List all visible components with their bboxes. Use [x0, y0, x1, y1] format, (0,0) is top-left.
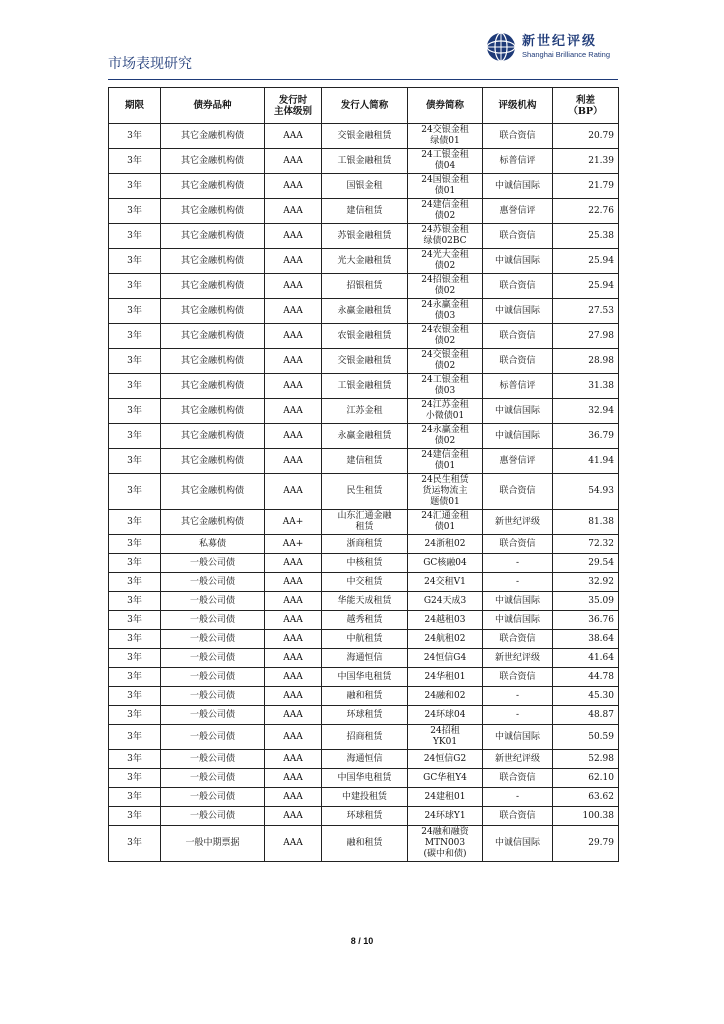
cell-spread: 27.98 [553, 324, 619, 349]
cell-term: 3年 [109, 124, 161, 149]
cell-rating-agency: 联合资信 [483, 807, 553, 826]
cell-issuer-name: 永赢金融租赁 [322, 299, 408, 324]
cell-spread: 32.94 [553, 399, 619, 424]
table-row [109, 174, 619, 199]
page-number: 8 / 10 [350, 936, 374, 946]
col-header-bond-name: 债券简称 [408, 88, 483, 124]
cell-rating-agency: 中诚信国际 [483, 725, 553, 750]
cell-spread: 28.98 [553, 349, 619, 374]
cell-bond-name: 24工银金租 债03 [408, 374, 483, 399]
table-row [109, 630, 619, 649]
cell-term: 3年 [109, 299, 161, 324]
cell-bond-type: 一般公司债 [161, 750, 265, 769]
cell-spread: 62.10 [553, 769, 619, 788]
cell-bond-type: 一般公司债 [161, 611, 265, 630]
cell-rating-agency: 联合资信 [483, 630, 553, 649]
cell-issuer-name: 农银金融租赁 [322, 324, 408, 349]
cell-bond-type: 其它金融机构债 [161, 274, 265, 299]
cell-bond-name: 24交租V1 [408, 573, 483, 592]
table-row [109, 399, 619, 424]
cell-issuer-name: 中航租赁 [322, 630, 408, 649]
table-row [109, 668, 619, 687]
cell-rating-agency: 中诚信国际 [483, 424, 553, 449]
cell-bond-name: 24永赢金租 债02 [408, 424, 483, 449]
cell-term: 3年 [109, 750, 161, 769]
cell-bond-type: 其它金融机构债 [161, 124, 265, 149]
col-header-bond-type: 债券品种 [161, 88, 265, 124]
table-row [109, 510, 619, 535]
cell-bond-type: 一般公司债 [161, 573, 265, 592]
cell-spread: 72.32 [553, 535, 619, 554]
cell-issuer-name: 光大金融租赁 [322, 249, 408, 274]
cell-spread: 63.62 [553, 788, 619, 807]
cell-bond-name: 24越租03 [408, 611, 483, 630]
cell-bond-type: 一般公司债 [161, 687, 265, 706]
table-row [109, 149, 619, 174]
cell-issuer-rating: AAA [265, 649, 322, 668]
table-row [109, 611, 619, 630]
cell-issuer-rating: AAA [265, 249, 322, 274]
cell-issuer-rating: AAA [265, 592, 322, 611]
cell-issuer-name: 交银金融租赁 [322, 349, 408, 374]
cell-issuer-name: 工银金融租赁 [322, 374, 408, 399]
cell-term: 3年 [109, 611, 161, 630]
cell-bond-name: 24苏银金租 绿债02BC [408, 224, 483, 249]
cell-bond-type: 一般中期票据 [161, 826, 265, 862]
cell-rating-agency: 新世纪评级 [483, 510, 553, 535]
table-row [109, 299, 619, 324]
cell-rating-agency: 中诚信国际 [483, 174, 553, 199]
cell-bond-name: 24招租 YK01 [408, 725, 483, 750]
cell-term: 3年 [109, 630, 161, 649]
globe-logo-icon [486, 32, 516, 62]
cell-issuer-name: 山东汇通金融 租赁 [322, 510, 408, 535]
cell-bond-type: 一般公司债 [161, 769, 265, 788]
cell-spread: 36.76 [553, 611, 619, 630]
cell-bond-type: 一般公司债 [161, 630, 265, 649]
cell-bond-name: 24国银金租 债01 [408, 174, 483, 199]
cell-term: 3年 [109, 788, 161, 807]
cell-issuer-name: 中国华电租赁 [322, 668, 408, 687]
table-row [109, 374, 619, 399]
cell-issuer-name: 融和租赁 [322, 826, 408, 862]
table-row [109, 750, 619, 769]
cell-bond-type: 其它金融机构债 [161, 324, 265, 349]
cell-bond-name: GC核融04 [408, 554, 483, 573]
table-row [109, 573, 619, 592]
cell-term: 3年 [109, 149, 161, 174]
cell-bond-type: 私募债 [161, 535, 265, 554]
cell-issuer-rating: AAA [265, 769, 322, 788]
cell-spread: 22.76 [553, 199, 619, 224]
cell-rating-agency: 联合资信 [483, 474, 553, 510]
cell-bond-name: 24建信金租 债01 [408, 449, 483, 474]
cell-bond-name: 24交银金租 债02 [408, 349, 483, 374]
cell-bond-name: 24恒信G4 [408, 649, 483, 668]
cell-spread: 45.30 [553, 687, 619, 706]
cell-issuer-name: 中交租赁 [322, 573, 408, 592]
cell-issuer-rating: AAA [265, 706, 322, 725]
cell-spread: 81.38 [553, 510, 619, 535]
spread-table [108, 87, 619, 862]
cell-spread: 50.59 [553, 725, 619, 750]
cell-term: 3年 [109, 424, 161, 449]
cell-spread: 52.98 [553, 750, 619, 769]
cell-issuer-rating: AAA [265, 424, 322, 449]
cell-term: 3年 [109, 174, 161, 199]
cell-issuer-name: 中建投租赁 [322, 788, 408, 807]
cell-issuer-rating: AA+ [265, 510, 322, 535]
cell-spread: 35.09 [553, 592, 619, 611]
cell-issuer-name: 招商租赁 [322, 725, 408, 750]
cell-term: 3年 [109, 449, 161, 474]
cell-term: 3年 [109, 687, 161, 706]
cell-term: 3年 [109, 535, 161, 554]
table-row [109, 199, 619, 224]
cell-bond-type: 一般公司债 [161, 668, 265, 687]
cell-term: 3年 [109, 474, 161, 510]
cell-rating-agency: - [483, 687, 553, 706]
cell-issuer-rating: AAA [265, 725, 322, 750]
logo-chinese-name: 新世纪评级 [522, 34, 598, 50]
table-row [109, 349, 619, 374]
table-body [109, 124, 619, 862]
table-row [109, 249, 619, 274]
cell-term: 3年 [109, 399, 161, 424]
table-row [109, 554, 619, 573]
cell-term: 3年 [109, 199, 161, 224]
cell-bond-type: 一般公司债 [161, 649, 265, 668]
cell-issuer-name: 越秀租赁 [322, 611, 408, 630]
cell-issuer-rating: AAA [265, 826, 322, 862]
cell-issuer-name: 民生租赁 [322, 474, 408, 510]
cell-bond-type: 其它金融机构债 [161, 349, 265, 374]
cell-issuer-rating: AAA [265, 474, 322, 510]
cell-rating-agency: 新世纪评级 [483, 750, 553, 769]
cell-issuer-name: 建信租赁 [322, 199, 408, 224]
table-row [109, 224, 619, 249]
cell-spread: 21.39 [553, 149, 619, 174]
cell-issuer-rating: AAA [265, 399, 322, 424]
cell-term: 3年 [109, 592, 161, 611]
cell-bond-type: 一般公司债 [161, 554, 265, 573]
cell-term: 3年 [109, 249, 161, 274]
cell-bond-type: 其它金融机构债 [161, 224, 265, 249]
cell-spread: 21.79 [553, 174, 619, 199]
table-row [109, 725, 619, 750]
cell-term: 3年 [109, 324, 161, 349]
cell-bond-name: 24建信金租 债02 [408, 199, 483, 224]
table-row [109, 535, 619, 554]
col-header-issuer-name: 发行人简称 [322, 88, 408, 124]
cell-issuer-rating: AAA [265, 449, 322, 474]
cell-spread: 31.38 [553, 374, 619, 399]
cell-bond-type: 其它金融机构债 [161, 374, 265, 399]
table-row [109, 807, 619, 826]
table-row [109, 474, 619, 510]
cell-spread: 44.78 [553, 668, 619, 687]
cell-issuer-name: 环球租赁 [322, 706, 408, 725]
cell-bond-name: 24光大金租 债02 [408, 249, 483, 274]
cell-bond-type: 一般公司债 [161, 807, 265, 826]
cell-term: 3年 [109, 374, 161, 399]
table-row [109, 706, 619, 725]
cell-bond-name: 24江苏金租 小微债01 [408, 399, 483, 424]
table-row [109, 649, 619, 668]
cell-bond-type: 其它金融机构债 [161, 510, 265, 535]
cell-rating-agency: 新世纪评级 [483, 649, 553, 668]
cell-spread: 25.94 [553, 274, 619, 299]
cell-issuer-name: 招银租赁 [322, 274, 408, 299]
cell-bond-name: 24环球04 [408, 706, 483, 725]
cell-issuer-name: 华能天成租赁 [322, 592, 408, 611]
cell-rating-agency: 联合资信 [483, 224, 553, 249]
col-header-issuer-rating: 发行时 主体级别 [265, 88, 322, 124]
cell-issuer-rating: AAA [265, 687, 322, 706]
cell-bond-name: 24永赢金租 债03 [408, 299, 483, 324]
cell-spread: 29.54 [553, 554, 619, 573]
cell-issuer-rating: AAA [265, 788, 322, 807]
cell-spread: 36.79 [553, 424, 619, 449]
table-row [109, 687, 619, 706]
brand-logo [486, 32, 610, 62]
cell-term: 3年 [109, 224, 161, 249]
cell-issuer-rating: AA+ [265, 535, 322, 554]
table-row [109, 788, 619, 807]
cell-bond-name: 24民生租赁 货运物流主 题债01 [408, 474, 483, 510]
cell-rating-agency: 中诚信国际 [483, 399, 553, 424]
cell-bond-name: 24航租02 [408, 630, 483, 649]
cell-bond-name: 24融和02 [408, 687, 483, 706]
cell-rating-agency: - [483, 554, 553, 573]
cell-bond-type: 其它金融机构债 [161, 174, 265, 199]
cell-spread: 27.53 [553, 299, 619, 324]
cell-issuer-rating: AAA [265, 199, 322, 224]
cell-rating-agency: 联合资信 [483, 274, 553, 299]
cell-issuer-name: 海通恒信 [322, 750, 408, 769]
cell-spread: 20.79 [553, 124, 619, 149]
cell-rating-agency: 中诚信国际 [483, 299, 553, 324]
cell-issuer-name: 永赢金融租赁 [322, 424, 408, 449]
cell-issuer-rating: AAA [265, 554, 322, 573]
cell-term: 3年 [109, 573, 161, 592]
cell-bond-type: 其它金融机构债 [161, 199, 265, 224]
cell-rating-agency: 惠誉信评 [483, 449, 553, 474]
cell-bond-type: 一般公司债 [161, 592, 265, 611]
cell-spread: 100.38 [553, 807, 619, 826]
cell-rating-agency: 惠誉信评 [483, 199, 553, 224]
cell-issuer-name: 融和租赁 [322, 687, 408, 706]
table-row [109, 826, 619, 862]
cell-rating-agency: 联合资信 [483, 349, 553, 374]
cell-spread: 54.93 [553, 474, 619, 510]
cell-term: 3年 [109, 769, 161, 788]
cell-issuer-name: 工银金融租赁 [322, 149, 408, 174]
cell-rating-agency: 中诚信国际 [483, 249, 553, 274]
logo-english-name: Shanghai Brilliance Rating [522, 50, 610, 60]
cell-issuer-name: 浙商租赁 [322, 535, 408, 554]
cell-term: 3年 [109, 274, 161, 299]
cell-issuer-name: 苏银金融租赁 [322, 224, 408, 249]
cell-spread: 38.64 [553, 630, 619, 649]
cell-issuer-rating: AAA [265, 668, 322, 687]
cell-issuer-rating: AAA [265, 299, 322, 324]
cell-bond-name: 24环球Y1 [408, 807, 483, 826]
table-row [109, 449, 619, 474]
cell-bond-name: 24浙租02 [408, 535, 483, 554]
cell-issuer-name: 中核租赁 [322, 554, 408, 573]
cell-bond-name: 24恒信G2 [408, 750, 483, 769]
cell-issuer-rating: AAA [265, 224, 322, 249]
cell-rating-agency: 标普信评 [483, 374, 553, 399]
cell-rating-agency: 中诚信国际 [483, 592, 553, 611]
cell-bond-name: 24工银金租 债04 [408, 149, 483, 174]
cell-bond-type: 其它金融机构债 [161, 249, 265, 274]
cell-term: 3年 [109, 668, 161, 687]
cell-term: 3年 [109, 649, 161, 668]
cell-rating-agency: 联合资信 [483, 535, 553, 554]
cell-issuer-rating: AAA [265, 807, 322, 826]
cell-bond-type: 一般公司债 [161, 788, 265, 807]
cell-bond-type: 一般公司债 [161, 706, 265, 725]
cell-bond-name: 24招银金租 债02 [408, 274, 483, 299]
cell-spread: 25.38 [553, 224, 619, 249]
cell-issuer-rating: AAA [265, 374, 322, 399]
cell-issuer-name: 交银金融租赁 [322, 124, 408, 149]
cell-rating-agency: 联合资信 [483, 324, 553, 349]
cell-rating-agency: 中诚信国际 [483, 611, 553, 630]
cell-spread: 29.79 [553, 826, 619, 862]
cell-issuer-rating: AAA [265, 750, 322, 769]
cell-issuer-name: 江苏金租 [322, 399, 408, 424]
table-row [109, 324, 619, 349]
col-header-spread: 利差 （BP） [553, 88, 619, 124]
table-row [109, 592, 619, 611]
cell-rating-agency: 中诚信国际 [483, 826, 553, 862]
cell-rating-agency: 联合资信 [483, 124, 553, 149]
cell-rating-agency: - [483, 788, 553, 807]
cell-term: 3年 [109, 826, 161, 862]
cell-rating-agency: - [483, 706, 553, 725]
cell-term: 3年 [109, 706, 161, 725]
cell-rating-agency: 联合资信 [483, 769, 553, 788]
cell-bond-name: 24汇通金租 债01 [408, 510, 483, 535]
cell-issuer-name: 建信租赁 [322, 449, 408, 474]
cell-issuer-name: 国银金租 [322, 174, 408, 199]
cell-issuer-name: 环球租赁 [322, 807, 408, 826]
cell-issuer-name: 中国华电租赁 [322, 769, 408, 788]
cell-spread: 32.92 [553, 573, 619, 592]
cell-term: 3年 [109, 725, 161, 750]
cell-issuer-name: 海通恒信 [322, 649, 408, 668]
spread-table-container [108, 87, 618, 862]
cell-bond-type: 其它金融机构债 [161, 399, 265, 424]
cell-rating-agency: 标普信评 [483, 149, 553, 174]
section-title: 市场表现研究 [108, 56, 192, 72]
cell-spread: 48.87 [553, 706, 619, 725]
cell-issuer-rating: AAA [265, 324, 322, 349]
cell-spread: 25.94 [553, 249, 619, 274]
cell-issuer-rating: AAA [265, 149, 322, 174]
col-header-rating-agency: 评级机构 [483, 88, 553, 124]
cell-bond-type: 其它金融机构债 [161, 149, 265, 174]
cell-bond-type: 其它金融机构债 [161, 424, 265, 449]
table-row [109, 424, 619, 449]
table-row [109, 274, 619, 299]
cell-issuer-rating: AAA [265, 274, 322, 299]
cell-issuer-rating: AAA [265, 124, 322, 149]
cell-bond-type: 其它金融机构债 [161, 299, 265, 324]
cell-bond-type: 其它金融机构债 [161, 474, 265, 510]
table-row [109, 769, 619, 788]
cell-bond-name: 24建租01 [408, 788, 483, 807]
cell-bond-name: GC华租Y4 [408, 769, 483, 788]
table-header-row [109, 88, 619, 124]
cell-issuer-rating: AAA [265, 611, 322, 630]
cell-issuer-rating: AAA [265, 349, 322, 374]
cell-term: 3年 [109, 349, 161, 374]
cell-term: 3年 [109, 510, 161, 535]
cell-bond-type: 一般公司债 [161, 725, 265, 750]
cell-spread: 41.64 [553, 649, 619, 668]
cell-term: 3年 [109, 554, 161, 573]
cell-spread: 41.94 [553, 449, 619, 474]
cell-bond-name: 24融和融资 MTN003 (碳中和债) [408, 826, 483, 862]
cell-bond-name: 24华租01 [408, 668, 483, 687]
cell-issuer-rating: AAA [265, 573, 322, 592]
page-header [108, 28, 618, 80]
cell-bond-type: 其它金融机构债 [161, 449, 265, 474]
cell-bond-name: 24交银金租 绿债01 [408, 124, 483, 149]
cell-rating-agency: - [483, 573, 553, 592]
cell-bond-name: G24天成3 [408, 592, 483, 611]
cell-rating-agency: 联合资信 [483, 668, 553, 687]
table-row [109, 124, 619, 149]
cell-term: 3年 [109, 807, 161, 826]
cell-bond-name: 24农银金租 债02 [408, 324, 483, 349]
cell-issuer-rating: AAA [265, 174, 322, 199]
col-header-term: 期限 [109, 88, 161, 124]
header-divider [108, 79, 618, 80]
cell-issuer-rating: AAA [265, 630, 322, 649]
